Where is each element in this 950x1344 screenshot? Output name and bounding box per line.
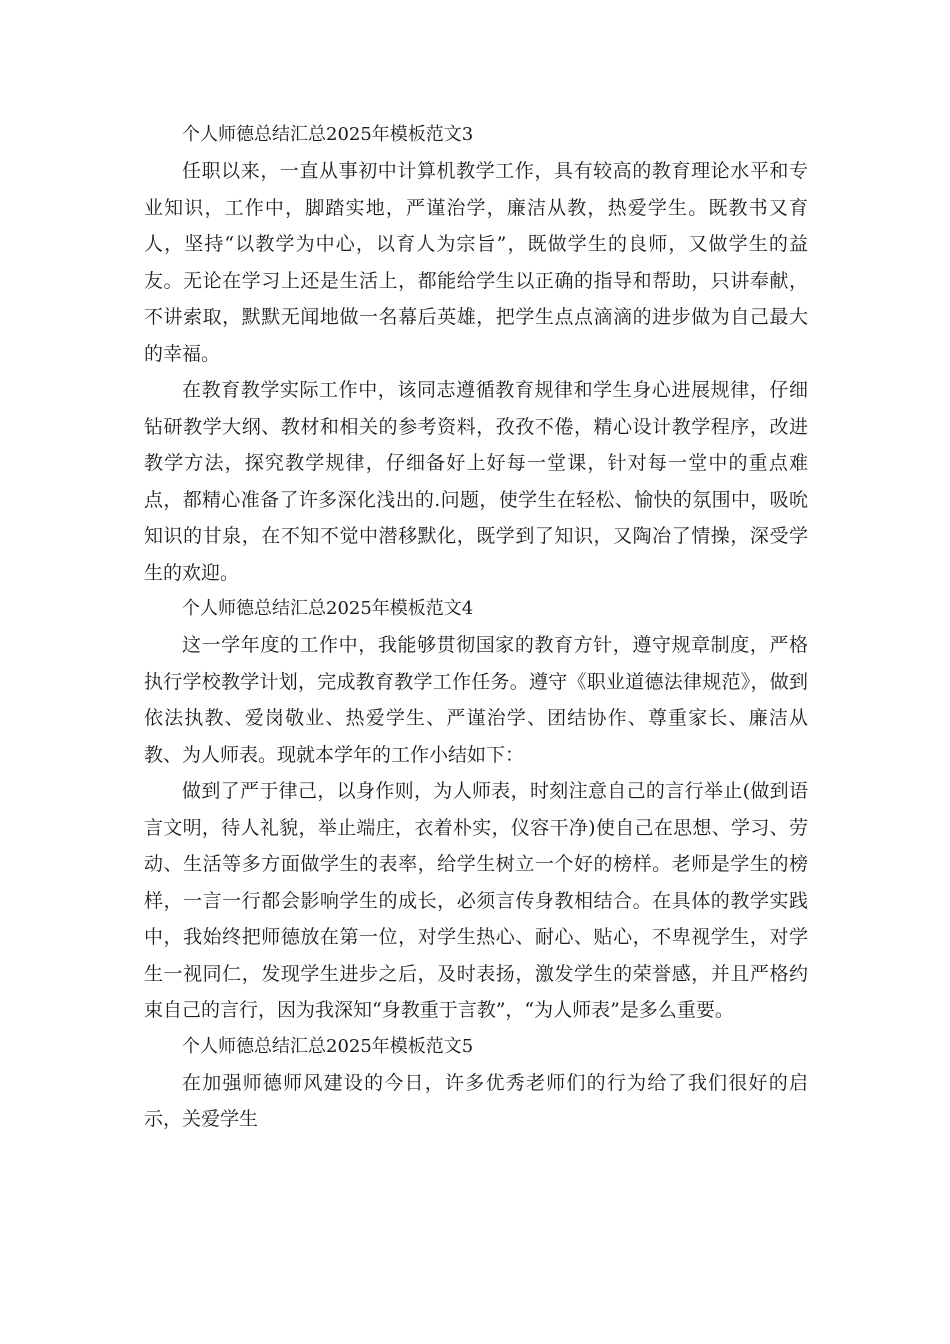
paragraph: 在加强师德师风建设的今日，许多优秀老师们的行为给了我们很好的启示，关爱学生	[144, 1071, 808, 1130]
paragraph: 做到了严于律己，以身作则，为人师表，时刻注意自己的言行举止(做到语言文明，待人礼貌，举止端庄，衣着朴实，仪容干净)使自己在思想、学习、劳动、生活等多方面做学生的表率，给学生树立一个好的榜样。老师是学生的榜样，一言一行都会影响学生的成长，必须言传身教相结合。在具体的教学实践中，我始终把师德放在第一位，对学生热心、耐心、贴心，不卑视学生，对学生一视同仁，发现学生进步之后，及时表扬，激发学生的荣誉感，并且严格约束自己的言行，因为我深知“身教重于言教”，“为人师表”是多么重要。	[144, 780, 808, 1021]
paragraph: 任职以来，一直从事初中计算机教学工作，具有较高的教育理论水平和专业知识，工作中，脚踏实地，严谨治学，廉洁从教，热爱学生。既教书又育人，坚持“以教学为中心，以育人为宗旨”，既做学生的良师，又做学生的益友。无论在学习上还是生活上，都能给学生以正确的指导和帮助，只讲奉献，不讲索取，默默无闻地做一名幕后英雄，把学生点点滴滴的进步做为自己最大的幸福。	[144, 160, 808, 365]
paragraph: 在教育教学实际工作中，该同志遵循教育规律和学生身心进展规律，仔细钻研教学大纲、教材和相关的参考资料，孜孜不倦，精心设计教学程序，改进教学方法，探究教学规律，仔细备好上好每一堂课，针对每一堂中的重点难点，都精心准备了许多深化浅出的.问题，使学生在轻松、愉快的氛围中，吸吮知识的甘泉，在不知不觉中潜移默化，既学到了知识，又陶冶了情操，深受学生的欢迎。	[144, 379, 808, 584]
section-heading: 个人师德总结汇总2025年模板范文4	[182, 598, 474, 619]
section-heading: 个人师德总结汇总2025年模板范文3	[182, 124, 474, 145]
paragraph: 这一学年度的工作中，我能够贯彻国家的教育方针，遵守规章制度，严格执行学校教学计划，完成教育教学工作任务。遵守《职业道德法律规范》，做到依法执教、爱岗敬业、热爱学生、严谨治学、团结协作、尊重家长、廉洁从教、为人师表。现就本学年的工作小结如下：	[144, 634, 808, 766]
section-heading: 个人师德总结汇总2025年模板范文5	[182, 1035, 474, 1057]
document-body	[144, 117, 808, 1138]
